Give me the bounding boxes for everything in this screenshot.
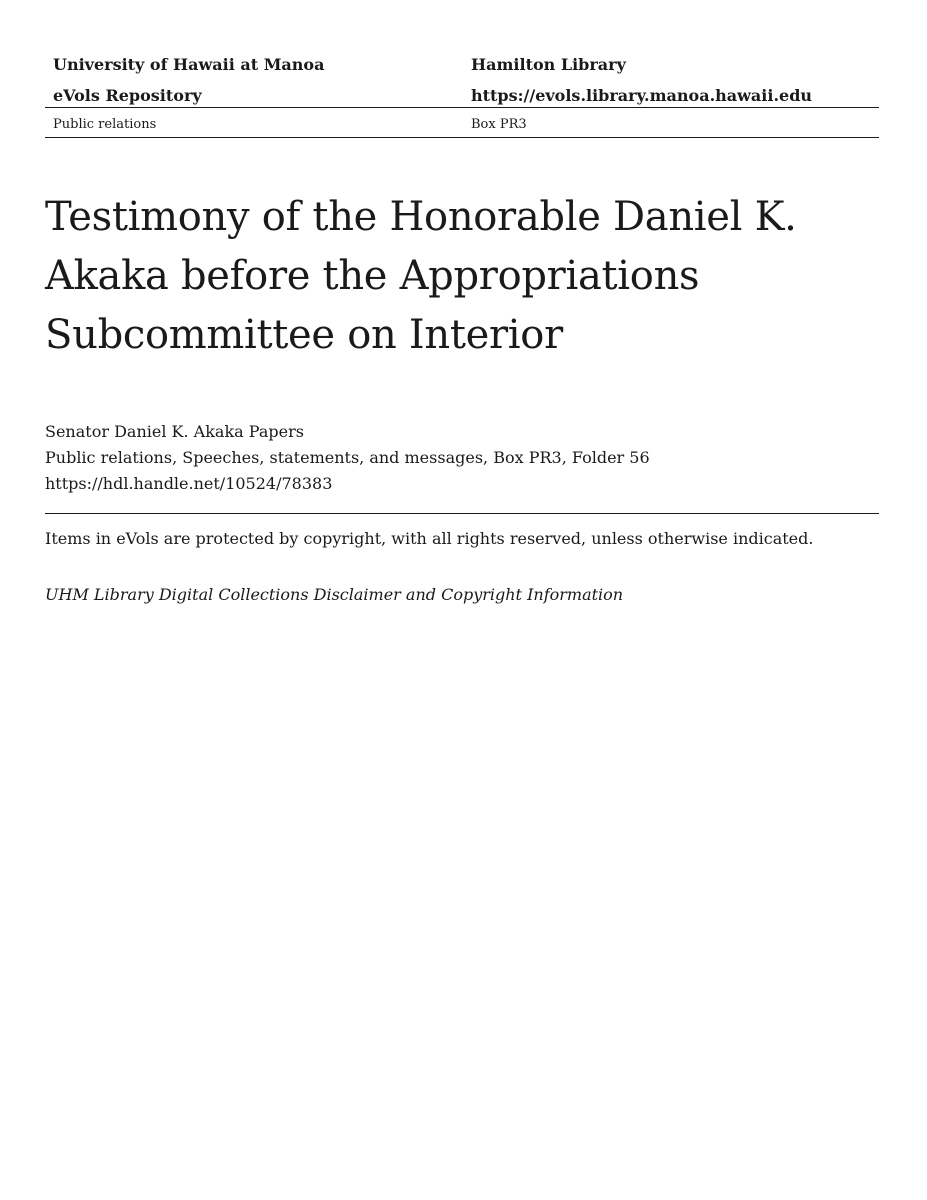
header xyxy=(45,52,879,114)
series-label: Public relations xyxy=(53,117,157,132)
rights-statement: Items in eVols are protected by copyright, with all rights reserved, unless otherwise indicated. xyxy=(45,529,814,548)
header-row-1 xyxy=(45,52,879,83)
institution-name: University of Hawaii at Manoa xyxy=(53,55,325,74)
repository-name: eVols Repository xyxy=(53,86,202,105)
header-divider xyxy=(45,107,879,108)
document-metadata xyxy=(45,419,650,497)
disclaimer-link[interactable]: UHM Library Digital Collections Disclaimer and Copyright Information xyxy=(45,585,624,604)
handle-link[interactable]: https://hdl.handle.net/10524/78383 xyxy=(45,474,333,493)
repository-url-link[interactable]: https://evols.library.manoa.hawaii.edu xyxy=(471,86,813,105)
collection-name: Senator Daniel K. Akaka Papers xyxy=(45,422,304,441)
library-name: Hamilton Library xyxy=(471,55,626,74)
folder-location: Public relations, Speeches, statements, and messages, Box PR3, Folder 56 xyxy=(45,448,650,467)
header-row-2 xyxy=(45,83,879,114)
box-label: Box PR3 xyxy=(471,117,527,132)
metadata-divider xyxy=(45,513,879,514)
document-title: Testimony of the Honorable Daniel K. Akaka before the Appropriations Subcommittee on Interior xyxy=(45,194,797,358)
subheader-divider xyxy=(45,137,879,138)
